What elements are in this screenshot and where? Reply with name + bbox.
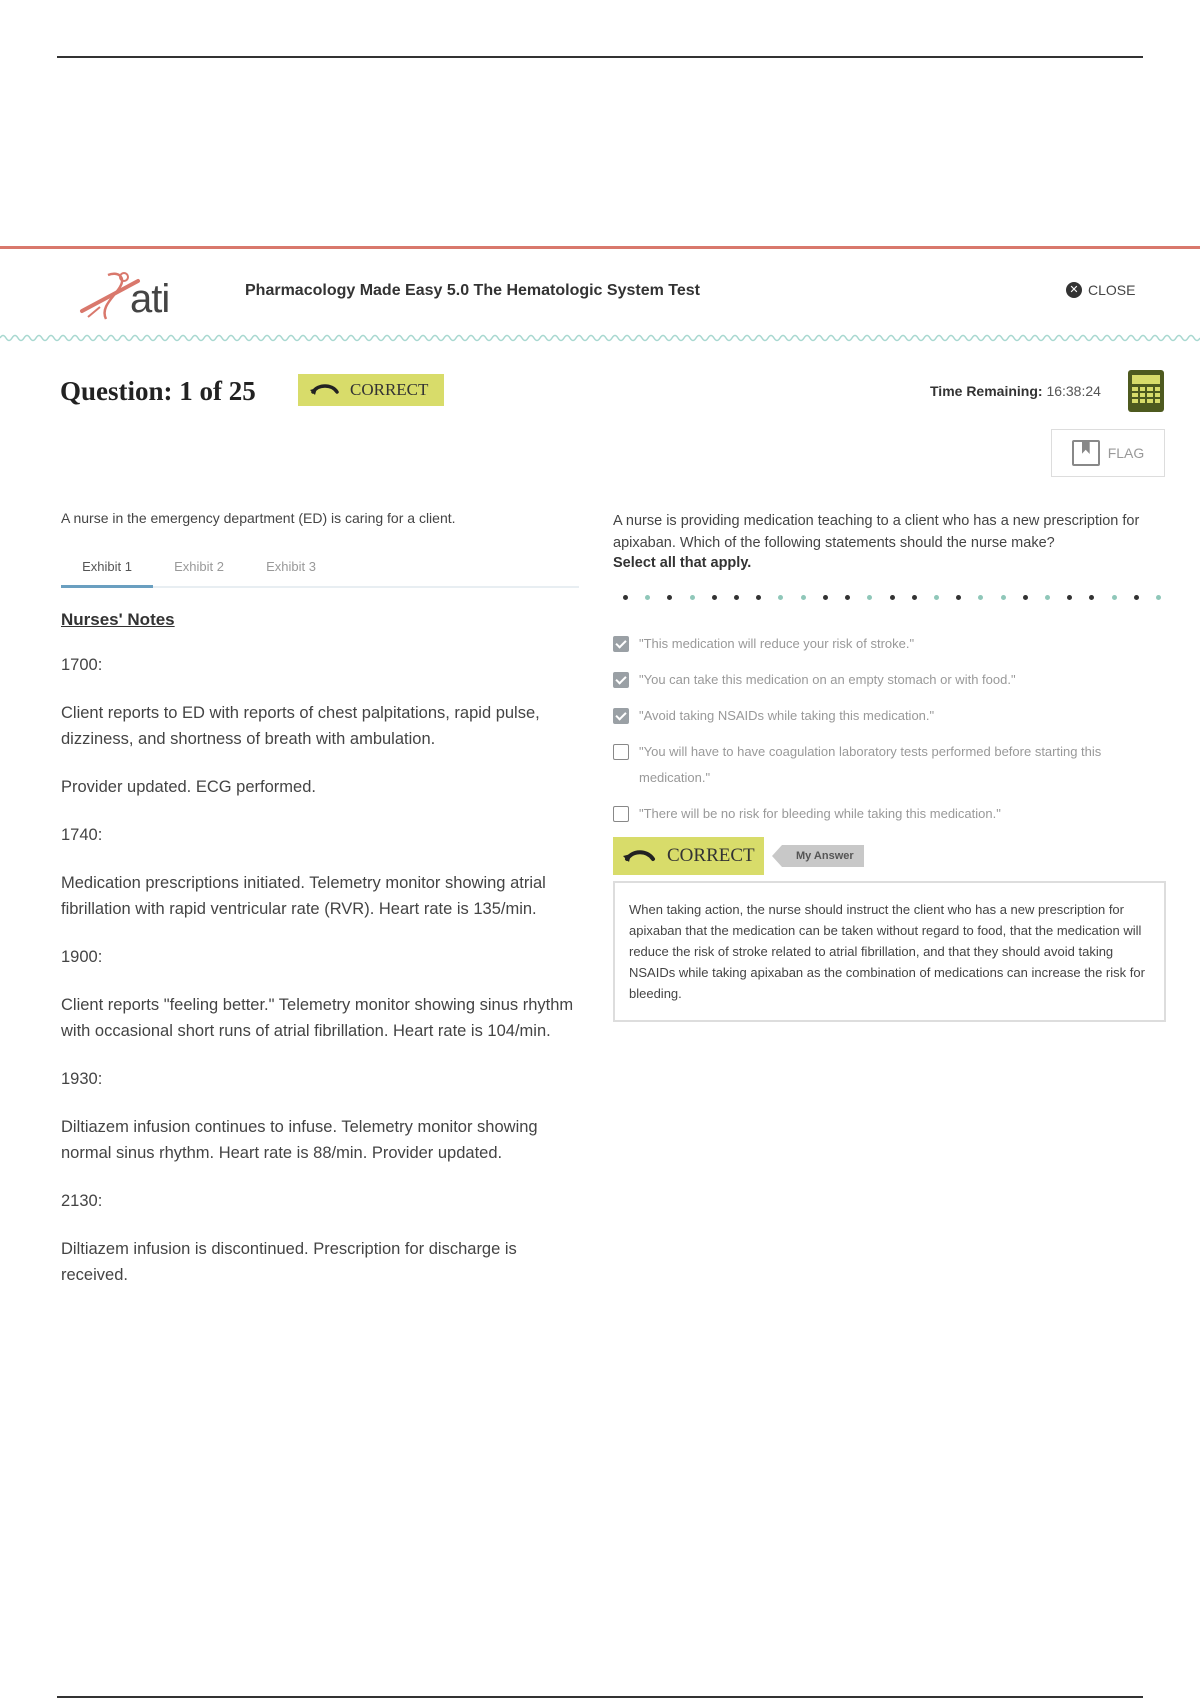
curved-arrow-icon [623, 847, 657, 865]
scenario-intro: A nurse in the emergency department (ED) is caring for a client. [61, 510, 456, 526]
answer-option[interactable] [613, 667, 1166, 693]
option-label: "You will have to have coagulation laboratory tests performed before starting this medication." [639, 744, 1102, 785]
curved-arrow-icon [310, 382, 340, 398]
question-counter: Question: 1 of 25 [60, 376, 256, 406]
answer-option[interactable] [613, 631, 1166, 657]
answer-correct-label: CORRECT [667, 845, 755, 866]
divider-dot [778, 595, 783, 600]
divider-dot [1112, 595, 1117, 600]
note-entry: Client reports "feeling better." Telemetry monitor showing sinus rhythm with occasional short runs of atrial fibrillation. Heart rate is 104/min. [61, 996, 574, 1040]
note-time: 1930: [61, 1070, 103, 1088]
answer-correct-badge [613, 837, 764, 875]
divider-dot [712, 595, 717, 600]
answer-option[interactable] [613, 703, 1166, 729]
exhibit-tabs [61, 556, 579, 588]
divider-dot [801, 595, 806, 600]
divider-dot [890, 595, 895, 600]
divider-dot [867, 595, 872, 600]
tab-exhibit-3[interactable]: Exhibit 3 [266, 559, 316, 574]
time-remaining [930, 383, 1101, 399]
divider-dot [756, 595, 761, 600]
divider-dot [734, 595, 739, 600]
time-remaining-label: Time Remaining: [930, 383, 1043, 399]
note-entry: Diltiazem infusion is discontinued. Prescription for discharge is received. [61, 1240, 517, 1284]
select-all-instruction: Select all that apply. [613, 555, 752, 571]
app-header [0, 249, 1200, 341]
correct-status-label: CORRECT [350, 380, 429, 399]
result-row [613, 837, 1166, 875]
exhibit-panel [61, 510, 579, 1288]
header-divider [0, 333, 1200, 343]
checkbox[interactable] [613, 672, 629, 688]
divider-dot [956, 595, 961, 600]
checkbox[interactable] [613, 806, 629, 822]
answer-option[interactable] [613, 801, 1166, 827]
checkbox[interactable] [613, 744, 629, 760]
divider-dot [1001, 595, 1006, 600]
page-top-rule [57, 56, 1143, 58]
dotted-divider [613, 591, 1166, 607]
divider-dot [1134, 595, 1139, 600]
answer-option[interactable] [613, 739, 1166, 791]
calculator-icon[interactable] [1128, 370, 1164, 412]
divider-dot [667, 595, 672, 600]
divider-dot [1045, 595, 1050, 600]
my-answer-tag: My Answer [782, 845, 864, 867]
note-time: 1900: [61, 948, 103, 966]
time-remaining-value: 16:38:24 [1046, 383, 1101, 399]
tab-exhibit-2[interactable]: Exhibit 2 [174, 559, 224, 574]
note-time: 1700: [61, 656, 103, 674]
test-title: Pharmacology Made Easy 5.0 The Hematologic System Test [245, 282, 700, 299]
flag-button[interactable] [1051, 429, 1165, 477]
logo-text: ati [130, 277, 170, 321]
correct-status-badge [298, 374, 444, 406]
divider-dot [845, 595, 850, 600]
question-panel [613, 510, 1166, 1022]
checkbox[interactable] [613, 708, 629, 724]
option-label: "This medication will reduce your risk of stroke." [639, 636, 915, 651]
close-icon: ✕ [1066, 282, 1082, 298]
divider-dot [645, 595, 650, 600]
note-time: 2130: [61, 1192, 103, 1210]
rationale-box: When taking action, the nurse should instruct the client who has a new prescription for apixaban that the medication can be taken without regard to food, that the medication will reduce the risk of stroke related to atrial fibrillation, and that they should avoid taking NSAIDs while taking apixaban as the combination of medications can increase the risk for bleeding. [613, 881, 1166, 1022]
nurses-notes-heading: Nurses' Notes [61, 610, 175, 629]
divider-dot [1089, 595, 1094, 600]
close-button[interactable] [1066, 282, 1135, 298]
divider-dot [690, 595, 695, 600]
question-header [0, 368, 1200, 418]
note-entry: Provider updated. ECG performed. [61, 778, 316, 796]
note-entry: Diltiazem infusion continues to infuse. Telemetry monitor showing normal sinus rhythm. Heart rate is 88/min. Provider updated. [61, 1118, 538, 1162]
divider-dot [1156, 595, 1161, 600]
page-bottom-rule [57, 1696, 1143, 1698]
divider-dot [934, 595, 939, 600]
divider-dot [1067, 595, 1072, 600]
tab-exhibit-1[interactable]: Exhibit 1 [61, 556, 153, 588]
ati-logo [78, 267, 198, 327]
question-prompt: A nurse is providing medication teaching to a client who has a new prescription for apixaban. Which of the following statements should the nurse make? [613, 513, 1140, 551]
option-label: "You can take this medication on an empty stomach or with food." [639, 672, 1016, 687]
flag-label: FLAG [1107, 445, 1145, 461]
note-time: 1740: [61, 826, 103, 844]
divider-dot [823, 595, 828, 600]
note-entry: Medication prescriptions initiated. Telemetry monitor showing atrial fibrillation with rapid ventricular rate (RVR). Heart rate is 135/min. [61, 874, 546, 918]
option-label: "There will be no risk for bleeding while taking this medication." [639, 806, 1001, 821]
note-entry: Client reports to ED with reports of chest palpitations, rapid pulse, dizziness, and shortness of breath with ambulation. [61, 704, 540, 748]
divider-dot [978, 595, 983, 600]
option-label: "Avoid taking NSAIDs while taking this medication." [639, 708, 935, 723]
divider-dot [912, 595, 917, 600]
bookmark-icon [1072, 440, 1100, 466]
divider-dot [623, 595, 628, 600]
answer-options [613, 631, 1166, 827]
divider-dot [1023, 595, 1028, 600]
checkbox[interactable] [613, 636, 629, 652]
close-label: CLOSE [1088, 282, 1136, 298]
